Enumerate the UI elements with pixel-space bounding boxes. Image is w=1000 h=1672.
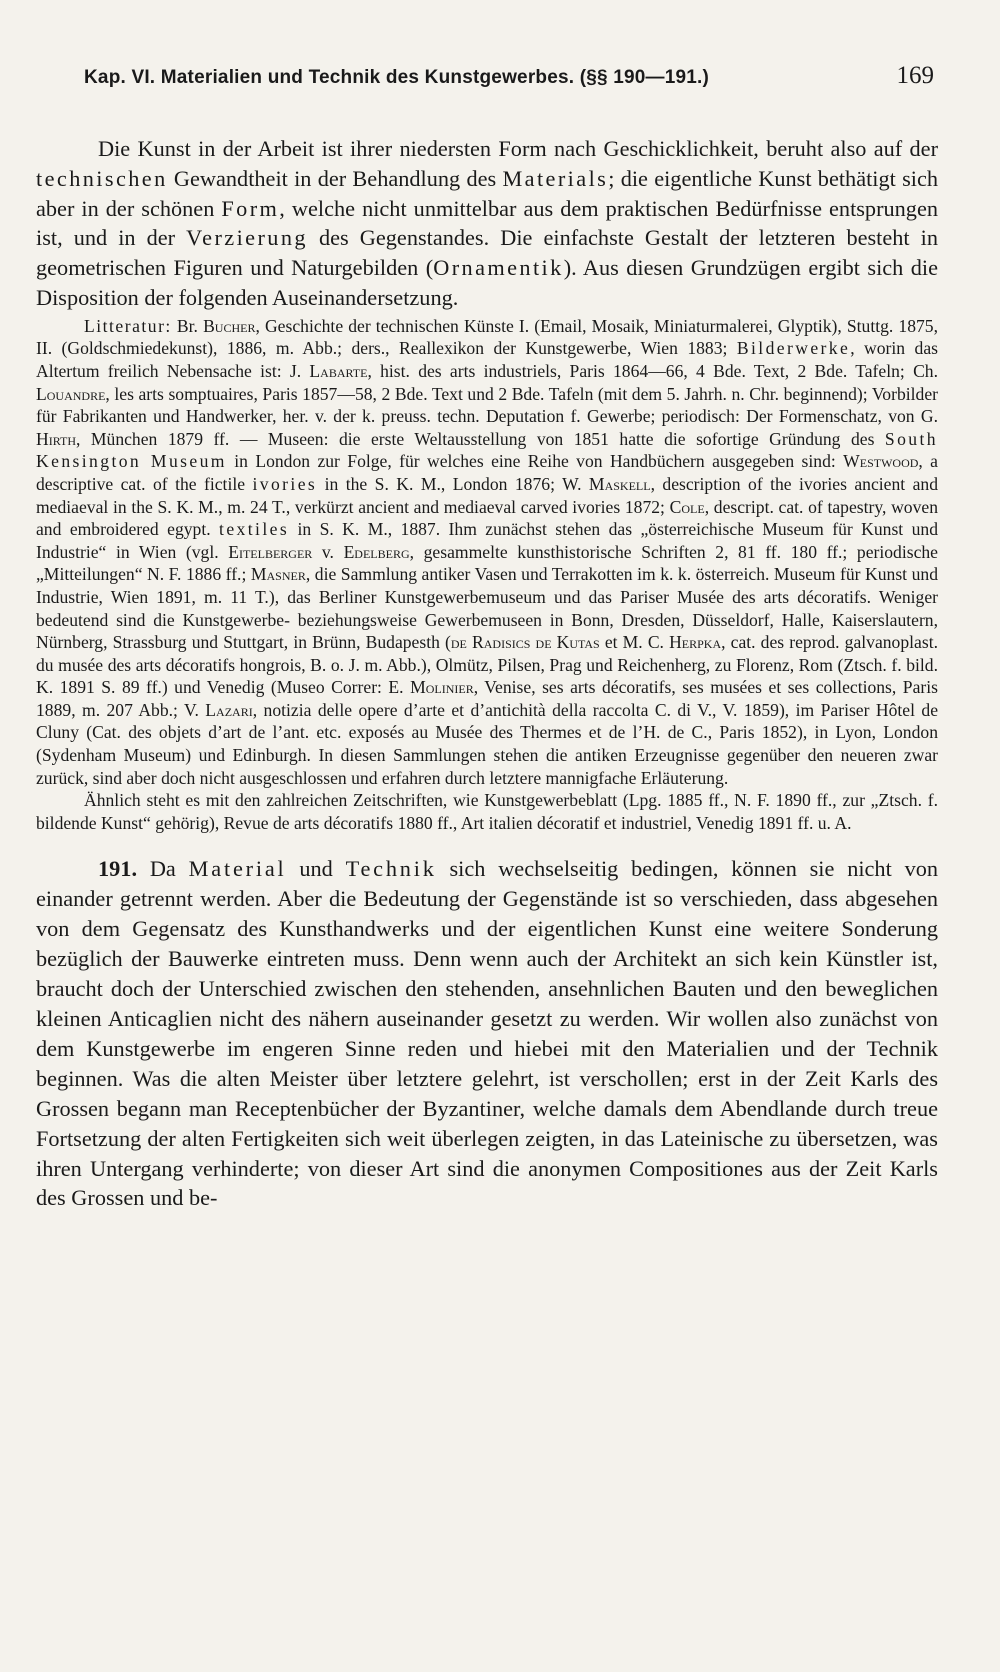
text-run: , a descriptive cat. of the fictile [36,451,938,494]
spaced-term: Material [188,856,287,882]
author-name: Louandre [36,383,106,404]
spaced-term: South Kensington Museum [36,428,938,472]
spaced-term: Technik [345,856,437,882]
periodicals-paragraph: Ähnlich steht es mit den zahlreichen Zeitschriften, wie Kunstgewerbeblatt (Lpg. 1885 ff., N. F. 1890 ff., zur „Ztsch. f. bildende Kunst“ gehörig), Revue de arts décoratifs 1880 ff., Art italien décoratif et industriel, Venedig 1891 ff. u. A. [36,790,938,833]
text-run: , Venise, ses arts décoratifs, ses musées et ses collections, Paris 1889, m. 207 Abb.; V. [36,677,938,720]
author-name: Eitelberger [228,541,313,562]
text-run: , notizia delle opere d’arte et d’antichità della raccolta C. di V., V. 1859), im Pariser Hôtel de Cluny (Cat. des objets d’art de l’ant. etc. exposés au Musée des Thermes et de l’H. de C., Paris 1852), in Lyon, London (Sydenham Museum) und Edinburgh. In diesen Sammlungen stehen die antiken Erzeugnisse gegenüber den neueren zwar zurück, sind aber doch nicht ausgeschlossen und erfahren durch letztere mannigfache Erläuterung. [36,699,939,788]
text-run: in the S. K. M., London 1876; W. [317,473,589,494]
spaced-term: Verzierung [186,225,308,251]
text-run: , description of the ivories ancient and mediaeval in the S. K. M., m. 24 T., verkürzt ancient and mediaeval carved ivories 1872; [36,473,939,517]
text-run: , hist. des arts industriels, Paris 1864—66, 4 Bde. Text, 2 Bde. Tafeln; Ch. [367,360,938,381]
author-name: Bucher [203,315,256,336]
author-name: Cole [669,496,705,517]
text-run: , descript. cat. of tapestry, woven and embroidered egypt. [36,496,938,540]
spaced-term: Form [221,195,280,221]
text-run: et M. C. [599,632,670,653]
text-run: v. [312,541,344,562]
text-run: ). Aus diesen Grundzügen ergibt sich die Disposition der folgenden Auseinandersetzung. [36,255,939,310]
text-run: , München 1879 ff. — Museen: die erste Weltausstellung von 1851 hatte die sofortige Gründung des [75,428,885,449]
intro-paragraph [36,134,938,313]
author-name: Edelberg [343,541,410,562]
section-191 [36,854,938,1213]
spaced-term: Ornamentik [433,255,564,281]
running-title: Kap. VI. Materialien und Technik des Kunstgewerbes. (§§ 190—191.) [84,67,710,88]
author-name: Hirth [36,428,76,449]
text-run: und [286,856,346,882]
section-number: 191. [98,856,138,882]
text-run: , les arts somptuaires, Paris 1857—58, 2 Bde. Text und 2 Bde. Tafeln (mit dem 5. Jahrh. n. Chr. beginnend); Vorbilder für Fabrikanten und Handwerker, her. v. der k. preuss. techn. Deputation f. Gewerbe; periodisch: Der Formenschatz, von G. [36,383,938,427]
text-run: , gesammelte kunsthistorische Schriften 2, 81 ff. 180 ff.; periodische „Mitteilungen“ N. F. 1886 ff.; [36,541,938,585]
text-run: des Gegenstandes. Die einfachste Gestalt der letzteren besteht in geometrischen Figuren und Naturgebilden ( [36,225,938,281]
text-run: in London zur Folge, für welches eine Reihe von Handbüchern ausgegeben sind: [226,451,844,472]
text-run: Da [137,856,189,882]
spaced-term: textiles [219,519,290,540]
text-run: sich wechselseitig bedingen, können sie nicht von einander getrennt werden. Aber die Bedeutung der Gegenstände ist so verschieden, dass abgesehen von dem Gegensatz des Kunsthandwerks und der eigentlichen Kunst eine weitere Sonderung bezüglich der Bauwerke eintreten muss. Denn wenn auch der Architekt an sich kein Künstler ist, braucht doch der Unterschied zwischen den stehenden, ansehnlichen Bauten und den beweglichen kleinen Anticaglien nicht des nähern auseinander gesetzt zu werden. Wir wollen also zunächst von dem Kunstgewerbe im engeren Sinne reden und hiebei mit den Materialien und der Technik beginnen. Was die alten Meister über letztere gelehrt, ist verschollen; erst in der Zeit Karls des Grossen begann man Receptenbücher der Byzantiner, welche damals dem Abendlande durch treue Fortsetzung der alten Fertigkeiten sich weit überlegen zeigten, in das Lateinische zu übersetzen, was ihren Untergang verhinderte; von dieser Art sind die anonymen Compositiones aus der Zeit Karls des Grossen und be- [36,856,939,1211]
literature-block [36,315,938,835]
text-run: , worin das Altertum freilich Nebensache ist: J. [36,338,938,381]
text-run: , welche nicht unmittelbar aus dem praktischen Bedürfnisse entsprungen ist, und in der [36,195,938,251]
spaced-term: Materials [502,165,609,191]
author-name: Westwood [843,451,919,472]
spaced-term: ivories [252,473,318,494]
author-name: Molinier [410,677,474,698]
text-run: , die Sammlung antiker Vasen und Terrakotten im k. k. österreich. Museum für Kunst und Industrie, Wien 1891, m. 11 T.), das Berliner Kunstgewerbemuseum und das Pariser Musée des arts décoratifs. Weniger bedeutend sind die Kunstgewerbe- beziehungsweise Gewerbemuseen in Bonn, Dresden, Düsseldorf, Halle, Kaiserslautern, Nürnberg, Strassburg und Stuttgart, in Brünn, Budapesth ( [36,564,938,653]
spaced-term: technischen [36,165,168,191]
author-name: Maskell [588,473,651,494]
literature-paragraph [36,315,938,789]
text-run: in S. K. M., 1887. Ihm zunächst stehen das „österreichische Museum für Kunst und Industrie“ in Wien (vgl. [36,519,938,562]
text-run: Br. [171,315,204,336]
text-run: Die Kunst in der Arbeit ist ihrer niedersten Form nach Geschicklichkeit, beruht also auf der [98,136,938,161]
text-run: , cat. des reprod. galvanoplast. du musée des arts décoratifs hongrois, B. o. J. m. Abb.), Olmütz, Pilsen, Prag und Reichenherg, zu Florenz, Rom (Ztsch. f. bild. K. 1891 S. 89 ff.) und Venedig (Museo Correr: E. [36,632,938,698]
page-number: 169 [896,62,934,89]
author-name: Herpka [669,632,722,653]
literature-label: Litteratur: [84,315,172,336]
text-run: ; die eigentliche Kunst bethätigt sich aber in der schönen [36,165,939,221]
text-run: Gewandtheit in der Behandlung des [167,165,503,191]
author-name: Masner [250,564,306,585]
author-name: Labarte [309,360,368,381]
running-head [84,62,938,90]
author-name: Lazari [205,699,253,720]
section-191-paragraph [36,854,938,1213]
text-run: , Geschichte der technischen Künste I. (Email, Mosaik, Miniaturmalerei, Glyptik), Stuttg. 1875, II. (Goldschmiedekunst), 1886, m. Abb.; ders., Reallexikon der Kunstgewerbe, Wien 1883; [36,315,938,359]
spaced-term: Bilderwerke [736,338,851,359]
author-name: de Radisics de Kutas [450,632,600,653]
